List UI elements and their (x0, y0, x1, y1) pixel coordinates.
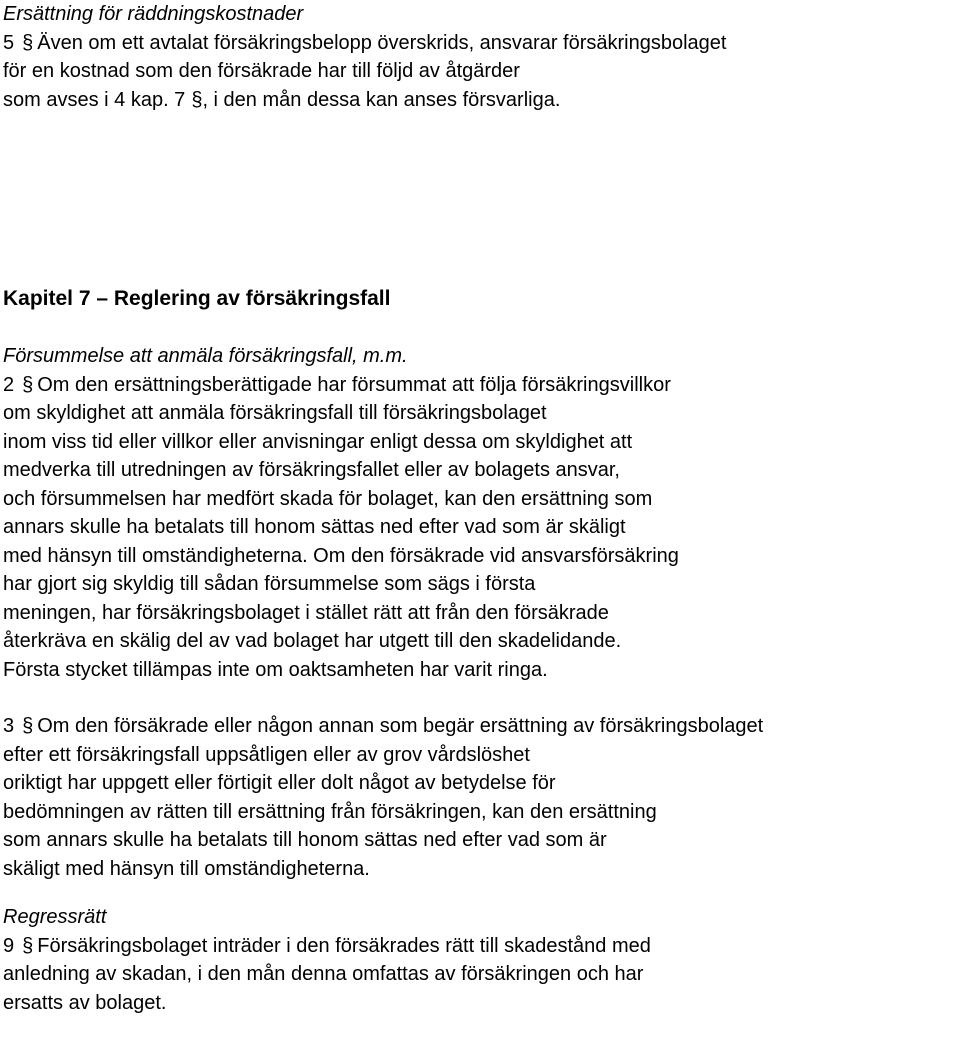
document-page (3, 0, 958, 1017)
paragraph-3-line-6: skäligt med hänsyn till omständigheterna. (3, 857, 370, 880)
paragraph-9-line-1 (3, 932, 958, 961)
section-heading-regressratt: Regressrätt (3, 906, 107, 928)
chapter-title: Kapitel 7 – Reglering av försäkringsfall (3, 287, 391, 310)
section-heading-raddningskostnader: Ersättning för räddningskostnader (3, 3, 304, 25)
paragraph-5-line-2: för en kostnad som den försäkrade har till följd av åtgärder (3, 60, 520, 82)
paragraph-text: Även om ett avtalat försäkringsbelopp överskrids, ansvarar försäkringsbolaget (37, 31, 727, 54)
paragraph-number: 9 (3, 934, 15, 957)
paragraph-2-line-8: har gjort sig skyldig till sådan försummelse som sägs i första (3, 573, 536, 595)
paragraph-3-line-3: oriktigt har uppgett eller förtigit eller dolt något av betydelse för (3, 772, 556, 794)
paragraph-2-line-6: annars skulle ha betalats till honom sättas ned efter vad som är skäligt (3, 516, 626, 538)
paragraph-3-line-2: efter ett försäkringsfall uppsåtligen eller av grov vårdslöshet (3, 743, 530, 766)
paragraph-2-line-9: meningen, har försäkringsbolaget i stället rätt att från den försäkrade (3, 601, 609, 624)
spacer (3, 114, 958, 284)
paragraph-2-line-1 (3, 371, 958, 400)
spacer (3, 314, 958, 342)
paragraph-5-line-3 (3, 86, 958, 115)
paragraph-2-line-4: medverka till utredningen av försäkringsfallet eller av bolagets ansvar, (3, 459, 620, 481)
paragraph-9-line-2: anledning av skadan, i den mån denna omfattas av försäkringen och har (3, 963, 644, 985)
section-sign: § (22, 934, 34, 957)
paragraph-9-line-3: ersatts av bolaget. (3, 991, 167, 1014)
paragraph-2-line-7: med hänsyn till omständigheterna. Om den försäkrade vid ansvarsförsäkring (3, 544, 679, 567)
paragraph-text: Försäkringsbolaget inträder i den försäkrades rätt till skadestånd med (37, 934, 651, 957)
paragraph-text: som avses i 4 kap. 7 (3, 88, 186, 111)
paragraph-3-line-4: bedömningen av rätten till ersättning från försäkringen, kan den ersättning (3, 800, 657, 823)
paragraph-5-line-1 (3, 29, 958, 58)
paragraph-text: Om den ersättningsberättigade har försummat att följa försäkringsvillkor (37, 373, 671, 396)
paragraph-2-line-11: Första stycket tillämpas inte om oaktsamheten har varit ringa. (3, 658, 548, 681)
section-sign: § (22, 31, 34, 54)
paragraph-number: 5 (3, 31, 15, 54)
paragraph-number: 2 (3, 373, 15, 396)
paragraph-3-line-5: som annars skulle ha betalats till honom sättas ned efter vad som är (3, 829, 607, 851)
section-sign: § (191, 88, 203, 111)
spacer (3, 684, 958, 712)
section-heading-forsummelse: Försummelse att anmäla försäkringsfall, m.m. (3, 345, 408, 367)
paragraph-3-line-1 (3, 712, 958, 741)
section-sign: § (22, 715, 34, 737)
paragraph-text: Om den försäkrade eller någon annan som begär ersättning av försäkringsbolaget (37, 715, 764, 737)
paragraph-number: 3 (3, 715, 15, 737)
section-sign: § (22, 373, 34, 396)
paragraph-2-line-5: och försummelsen har medfört skada för bolaget, kan den ersättning som (3, 487, 653, 510)
spacer (3, 883, 958, 903)
paragraph-2-line-3: inom viss tid eller villkor eller anvisningar enligt dessa om skyldighet att (3, 430, 633, 453)
paragraph-2-line-10: återkräva en skälig del av vad bolaget har utgett till den skadelidande. (3, 630, 622, 652)
paragraph-text: , i den mån dessa kan anses försvarliga. (202, 88, 561, 111)
paragraph-2-line-2: om skyldighet att anmäla försäkringsfall till försäkringsbolaget (3, 402, 547, 424)
